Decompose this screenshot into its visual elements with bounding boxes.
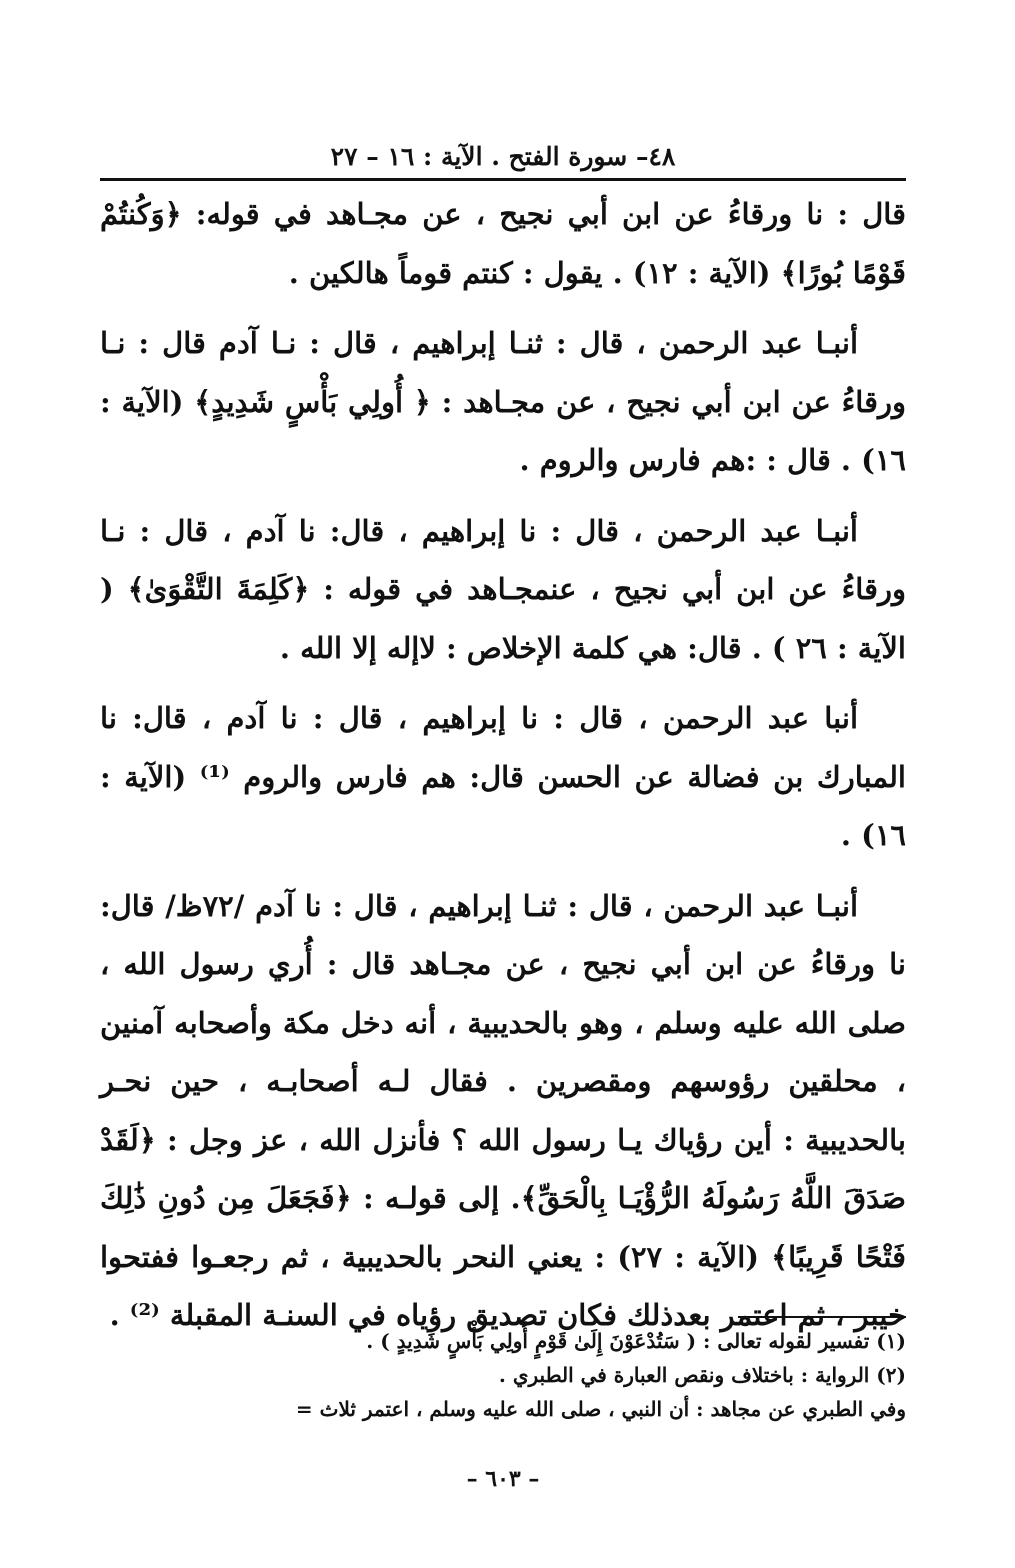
paragraph-3: أنبـا عبد الرحمن ، قال : نا إبراهيم ، قال: نا آدم ، قال : نـا ورقاءُ عن ابن أبي نجيح ، عنمجـاهد في قوله : ﴿كَلِمَةَ التَّقْوَىٰ﴾ ( الآية : ٢٦ ) . قال: هي كلمة الإخلاص : لاإله إلا الله . [100, 513, 906, 665]
paragraph-4: أنبا عبد الرحمن ، قال : نا إبراهيم ، قال : نا آدم ، قال: نا المبارك بن فضالة عن الحسن قال: هم فارس والروم ⁽¹⁾ (الآية : ١٦) . [100, 701, 906, 852]
book-page [100, 136, 906, 1492]
footnote-1: (١) تفسير لقوله تعالى : ( سَتُدْعَوْنَ إِلَىٰ قَوْمٍ أُولِي بَأْسٍ شَدِيدٍ ) . [366, 1329, 906, 1353]
paragraph-5: أنبـا عبد الرحمن ، قال : ثنـا إبراهيم ، قال : نا آدم /٧٢ظ/ قال: نا ورقاءُ عن ابن أبي نجيح ، عن مجـاهد قال : أُري رسول الله ، صلى الله عليه وسلم ، وهو بالحديبية ، أنه دخل مكة وأصحابه آمنين ، محلقين رؤوسهم ومقصرين . فقال لـه أصحابـه ، حين نحـر بالحديبية : أين رؤياك يـا رسول الله ؟ فأنزل الله ، عز وجل : ﴿لَقَدْ صَدَقَ اللَّهُ رَسُولَهُ الرُّؤْيَـا بِالْحَقِّ﴾. إلى قولـه : ﴿فَجَعَلَ مِن دُونِ ذَٰلِكَ فَتْحًا قَرِيبًا﴾ (الآية : ٢٧) : يعني النحر بالحديبية ، ثم رجعـوا ففتحوا خيبر ، ثم اعتمر بعدذلك فكان تصديق رؤياه في السنـة المقبلة ⁽²⁾ . [100, 888, 906, 1332]
paragraph-1: قال : نا ورقاءُ عن ابن أبي نجيح ، عن مجـاهد في قوله: ﴿وَكُنتُمْ قَوْمًا بُورًا﴾ (الآية : ١٢) . يقول : كنتم قوماً هالكين . [100, 197, 906, 290]
main-text [100, 185, 906, 1345]
footnote-2-continuation: وفي الطبري عن مجاهد : أن النبي ، صلى الله عليه وسلم ، اعتمر ثلاث = [295, 1397, 906, 1421]
footnote-rule [738, 1316, 906, 1318]
footnotes [100, 1324, 906, 1426]
header-rule [100, 178, 906, 181]
page-number: – ٦٠٣ – [466, 1466, 540, 1492]
footnote-2: (٢) الرواية : باختلاف ونقص العبارة في الطبري . [498, 1363, 906, 1387]
paragraph-2: أنبـا عبد الرحمن ، قال : ثنـا إبراهيم ، قال : نـا آدم قال : نـا ورقاءُ عن ابن أبي نجيح ، عن مجـاهد : ﴿ أُولِي بَأْسٍ شَدِيدٍ﴾ (الآية : ١٦) . قال : :هم فارس والروم . [100, 326, 906, 477]
running-header: ٤٨– سورة الفتح . الآية : ١٦ – ٢٧ [330, 142, 676, 171]
